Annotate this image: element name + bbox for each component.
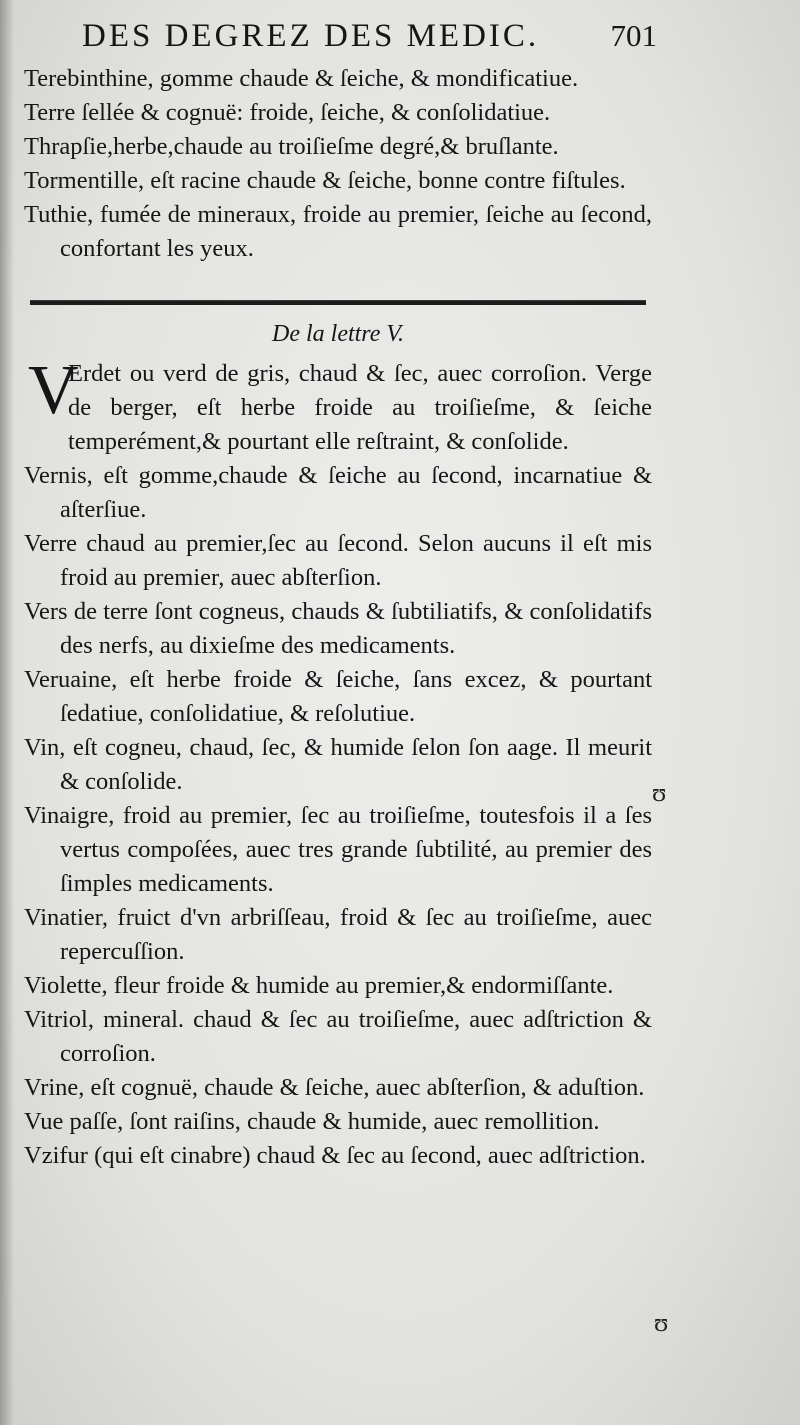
- entry-verdet: [24, 352, 652, 459]
- marginal-mark: ʊ: [652, 778, 667, 807]
- section-heading: De la lettre V.: [272, 321, 404, 347]
- entry-thrapsie: Thrapſie,herbe,chaude au troiſieſme degré,& bruſlante.: [24, 133, 559, 160]
- text-block: [24, 62, 652, 1173]
- entry-terebinthine: Terebinthine, gomme chaude & ſeiche, & mondificatiue.: [24, 65, 579, 92]
- entry-vin: Vin, eſt cogneu, chaud, ſec, & humide ſelon ſon aage. Il meurit & conſolide.: [24, 734, 652, 795]
- section-divider-rule: [30, 300, 646, 305]
- entry-terre-sellee: Terre ſellée & cognuë: froide, ſeiche, & conſolidatiue.: [24, 99, 551, 126]
- entry-verre: Verre chaud au premier,ſec au ſecond. Selon aucuns il eſt mis froid au premier, auec abſterſion.: [24, 530, 652, 591]
- page-header: [82, 18, 657, 58]
- entry-verdet-text: Erdet ou verd de gris, chaud & ſec, auec corroſion. Verge de berger, eſt herbe froide au troiſieſme, & ſeiche temperément,& pourtant elle reſtraint, & conſolide.: [68, 360, 652, 455]
- entry-vernis: Vernis, eſt gomme,chaude & ſeiche au ſecond, incarnatiue & aſterſiue.: [24, 462, 652, 523]
- entry-vue-passe: Vue paſſe, ſont raiſins, chaude & humide, auec remollition.: [24, 1108, 600, 1135]
- entry-vrine: Vrine, eſt cognuë, chaude & ſeiche, auec abſterſion, & aduſtion.: [24, 1074, 645, 1101]
- entry-vitriol: Vitriol, mineral. chaud & ſec au troiſieſme, auec adſtriction & corroſion.: [24, 1006, 652, 1067]
- drop-cap-letter: V: [28, 352, 79, 429]
- page-number: 701: [610, 18, 657, 53]
- entry-vinatier: Vinatier, fruict d'vn arbriſſeau, froid & ſec au troiſieſme, auec repercuſſion.: [24, 904, 652, 965]
- entry-vers-de-terre: Vers de terre ſont cogneus, chauds & ſubtiliatifs, & conſolidatifs des nerfs, au dixieſme des medicaments.: [24, 598, 652, 659]
- page-gutter-shadow: [0, 0, 14, 1425]
- entry-vinaigre: Vinaigre, froid au premier, ſec au troiſieſme, toutesfois il a ſes vertus compoſées, auec tres grande ſubtilité, au premier des ſimples medicaments.: [24, 802, 652, 897]
- entry-violette: Violette, fleur froide & humide au premier,& endormiſſante.: [24, 972, 614, 999]
- entry-tormentille: Tormentille, eſt racine chaude & ſeiche, bonne contre fiſtules.: [24, 167, 626, 194]
- marginal-mark: ʊ: [654, 1308, 669, 1337]
- entry-veruaine: Veruaine, eſt herbe froide & ſeiche, ſans excez, & pourtant ſedatiue, conſolidatiue, & reſolutiue.: [24, 666, 652, 727]
- entry-tuthie: Tuthie, fumée de mineraux, froide au premier, ſeiche au ſecond, confortant les yeux.: [24, 201, 652, 262]
- running-head: DES DEGREZ DES MEDIC.: [82, 18, 540, 54]
- entry-vzifur: Vzifur (qui eſt cinabre) chaud & ſec au ſecond, auec adſtriction.: [24, 1142, 646, 1169]
